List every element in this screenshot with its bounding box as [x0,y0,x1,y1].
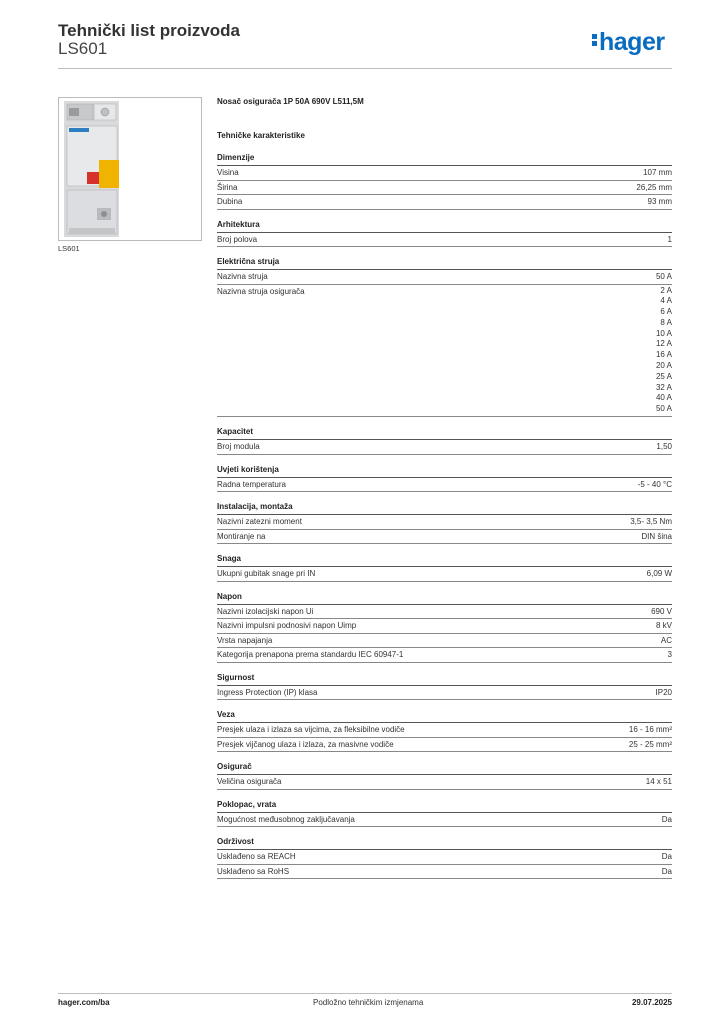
document-title: Tehnički list proizvoda [58,21,240,40]
group-title: Sigurnost [217,672,672,686]
spec-value: 8 kV [655,621,672,631]
footer-notice: Podložno tehničkim izmjenama [313,998,424,1007]
group-title: Uvjeti korištenja [217,464,672,478]
group-title: Osigurač [217,761,672,775]
spec-group [217,553,672,582]
spec-value: IP20 [655,687,672,697]
spec-value: 32 A [655,382,672,392]
spec-value: Da [661,866,672,876]
spec-value: 690 V [651,606,672,616]
group-title: Kapacitet [217,426,672,440]
spec-label: Broj modula [217,442,260,452]
logo-colon-icon [592,32,598,48]
spec-row [217,285,672,418]
spec-row [217,619,672,634]
spec-row [217,686,672,701]
spec-value: 93 mm [647,197,672,206]
spec-row [217,865,672,880]
spec-label: Nazivni izolacijski napon Ui [217,606,314,616]
spec-row [217,530,672,545]
spec-value: 26,25 mm [636,182,672,192]
spec-group [217,501,672,544]
spec-value: 6 A [660,307,672,317]
group-title: Održivost [217,836,672,850]
header-divider [58,68,672,69]
spec-value: 8 A [660,317,672,327]
spec-row [217,723,672,738]
spec-label: Visina [217,168,239,177]
spec-label: Mogućnost međusobnog zaključavanja [217,814,355,824]
group-title: Dimenzije [217,152,672,166]
spec-label: Dubina [217,197,243,206]
spec-group [217,426,672,455]
spec-label: Montiranje na [217,531,266,541]
spec-group [217,799,672,828]
spec-row [217,813,672,828]
group-title: Arhitektura [217,219,672,233]
spec-value: 6,09 W [646,569,672,579]
spec-value: 25 A [655,371,672,381]
spec-value: 50 A [655,272,672,281]
spec-group [217,709,672,752]
spec-label: Vrsta napajanja [217,635,273,645]
spec-value: AC [660,635,672,645]
footer-date: 29.07.2025 [631,998,672,1007]
group-title: Snaga [217,553,672,567]
product-code: LS601 [58,39,108,58]
spec-group [217,152,672,210]
spec-row [217,195,672,210]
spec-group [217,464,672,493]
spec-row [217,850,672,865]
group-title: Instalacija, montaža [217,501,672,515]
spec-label: Širina [217,182,238,192]
spec-label: Nazivni impulsni podnosivi napon Uimp [217,621,357,631]
spec-value: 1 [667,234,672,244]
spec-row [217,775,672,790]
spec-label: Radna temperatura [217,479,286,489]
spec-value: 14 x 51 [645,777,672,787]
spec-value: 12 A [655,339,672,349]
hager-logo [592,28,665,57]
spec-row [217,478,672,493]
spec-label: Ukupni gubitak snage pri IN [217,569,316,579]
spec-label: Ingress Protection (IP) klasa [217,687,318,697]
spec-row [217,648,672,663]
spec-label: Nazivni zatezni moment [217,517,302,527]
spec-row [217,634,672,649]
spec-value: 3,5- 3,5 Nm [630,517,672,527]
spec-group [217,591,672,663]
spec-value-list [656,286,672,416]
spec-row [217,440,672,455]
spec-groups [217,152,672,879]
spec-group [217,256,672,417]
spec-label: Veličina osigurača [217,777,282,787]
spec-row [217,515,672,530]
spec-value: 1,50 [656,442,672,452]
spec-label: Nazivna struja osigurača [217,286,305,296]
group-title: Poklopac, vrata [217,799,672,813]
spec-value: -5 - 40 °C [637,479,672,489]
spec-label: Usklađeno sa REACH [217,852,296,862]
spec-value: 4 A [660,296,672,306]
spec-value: 20 A [655,361,672,371]
spec-value: 50 A [655,404,672,414]
spec-value: 2 A [660,285,672,295]
spec-row [217,233,672,248]
spec-value: 16 - 16 mm² [628,725,672,735]
spec-label: Broj polova [217,234,258,244]
spec-value: 107 mm [643,168,672,177]
section-heading: Tehničke karakteristike [217,131,305,140]
footer-website-link[interactable]: hager.com/ba [58,998,110,1007]
spec-row [217,166,672,181]
spec-row [217,181,672,196]
group-title: Električna struja [217,256,672,270]
spec-label: Presjek ulaza i izlaza sa vijcima, za fleksibilne vodiče [217,725,405,735]
spec-value: 25 - 25 mm² [628,739,672,749]
spec-value: 40 A [655,393,672,403]
specifications [217,96,672,888]
product-image [58,97,202,241]
spec-label: Presjek vijčanog ulaza i izlaza, za masivne vodiče [217,739,394,749]
group-title: Veza [217,709,672,723]
spec-value: Da [661,852,672,862]
footer-divider [58,993,672,994]
spec-label: Kategorija prenapona prema standardu IEC 60947-1 [217,650,404,660]
spec-row [217,567,672,582]
spec-label: Usklađeno sa RoHS [217,866,290,876]
spec-row [217,605,672,620]
spec-value: Da [661,814,672,824]
product-name: Nosač osigurača 1P 50A 690V L511,5M [217,97,364,106]
group-title: Napon [217,591,672,605]
image-caption: LS601 [58,244,80,253]
spec-value: DIN šina [641,531,672,541]
spec-group [217,672,672,701]
spec-group [217,836,672,879]
spec-value: 3 [667,650,672,660]
spec-value: 10 A [655,328,672,338]
logo-text: hager [599,28,665,56]
spec-row [217,270,672,285]
spec-group [217,219,672,248]
spec-value: 16 A [655,350,672,360]
spec-label: Nazivna struja [217,272,268,281]
spec-group [217,761,672,790]
spec-row [217,738,672,753]
